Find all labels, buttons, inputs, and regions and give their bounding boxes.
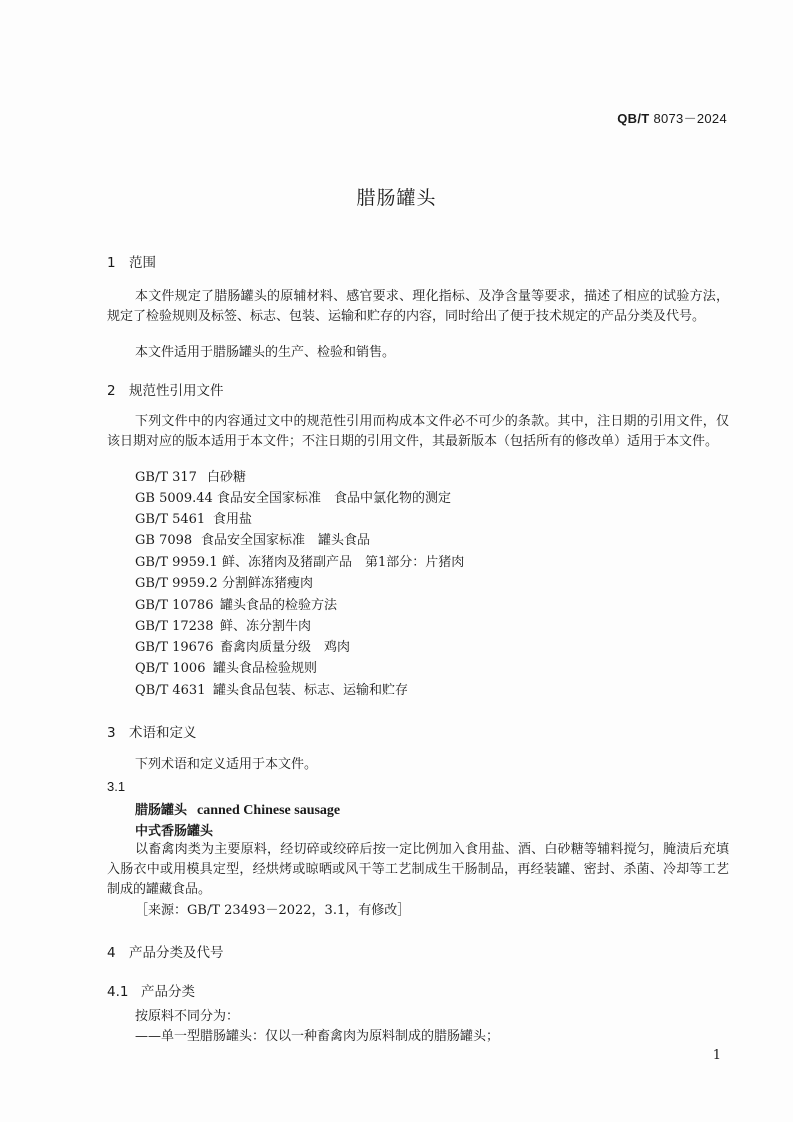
reference-code: GB 5009.44: [135, 491, 213, 506]
section-title: 产品分类及代号: [129, 945, 224, 961]
reference-title: 罐头食品包装、标志、运输和贮存: [213, 683, 409, 698]
section-3-heading: [107, 721, 197, 741]
term-number: 3.1: [107, 779, 126, 794]
reference-title: 罐头食品的检验方法: [220, 598, 338, 613]
reference-code: GB/T 317: [135, 470, 197, 485]
document-title: 腊肠罐头: [356, 187, 437, 209]
reference-item: [135, 574, 313, 594]
reference-title: 分割鲜冻猪瘦肉: [222, 576, 314, 591]
section-4-heading: [107, 941, 224, 961]
reference-title: 食品安全国家标准 罐头食品: [201, 533, 371, 548]
reference-code: GB/T 10786: [135, 598, 214, 613]
reference-item: [135, 596, 337, 616]
subsection-number: 4.1: [107, 984, 129, 1000]
classification-item: ——单一型腊肠罐头：仅以一种畜禽肉为原料制成的腊肠罐头；: [135, 1029, 500, 1044]
page-number: 1: [712, 1048, 721, 1063]
reference-item: [135, 659, 317, 679]
subsection-4-1-heading: [107, 980, 195, 1000]
reference-code: GB/T 17238: [135, 619, 214, 634]
reference-item: [135, 468, 246, 488]
term-english: canned Chinese sausage: [197, 803, 341, 818]
reference-title: 畜禽肉质量分级 鸡肉: [220, 640, 351, 655]
reference-code: GB/T 9959.2: [135, 576, 218, 591]
section-2-heading: [107, 379, 224, 399]
reference-title: 食品安全国家标准 食品中氯化物的测定: [217, 491, 452, 506]
reference-item: [135, 638, 350, 658]
reference-title: 食用盐: [213, 512, 253, 527]
reference-item: [135, 531, 370, 551]
reference-code: QB/T 1006: [135, 661, 206, 676]
reference-item: [135, 510, 252, 530]
section-number: 2: [107, 383, 116, 399]
reference-item: [135, 489, 451, 509]
subsection-title: 产品分类: [141, 984, 195, 1000]
term-alternative: 中式香肠罐头: [135, 824, 214, 839]
section-1-paragraph-2: 本文件适用于腊肠罐头的生产、检验和销售。: [135, 345, 396, 360]
classification-intro: 按原料不同分为：: [135, 1009, 240, 1024]
section-title: 范围: [129, 255, 156, 271]
term-definition: 以畜禽肉类为主要原料，经切碎或绞碎后按一定比例加入食用盐、酒、白砂糖等辅料搅匀，腌渍后充填入肠衣中或用模具定型，经烘烤或晾晒或风干等工艺制成生干肠制品，再经装罐、密封、杀菌、冷却等工艺制成的罐藏食品。: [107, 842, 729, 897]
term-source: ［来源：GB/T 23493－2022，3.1，有修改］: [135, 903, 411, 918]
section-title: 规范性引用文件: [129, 383, 224, 399]
reference-title: 鲜、冻猪肉及猪副产品 第1部分：片猪肉: [222, 555, 465, 570]
section-title: 术语和定义: [129, 725, 197, 741]
section-number: 4: [107, 945, 116, 961]
section-1-paragraph-1: 本文件规定了腊肠罐头的原辅材料、感官要求、理化指标、及净含量等要求，描述了相应的试验方法，规定了检验规则及标签、标志、包装、运输和贮存的内容，同时给出了便于技术规定的产品分类及代号。: [107, 289, 729, 324]
section-number: 3: [107, 725, 116, 741]
section-number: 1: [107, 255, 116, 271]
reference-item: [135, 553, 464, 573]
term-entry: [135, 799, 340, 819]
reference-code: GB/T 19676: [135, 640, 214, 655]
reference-code: QB/T 4631: [135, 683, 206, 698]
reference-item: [135, 681, 408, 701]
standard-code-prefix: QB/T: [617, 111, 650, 126]
reference-code: GB 7098: [135, 533, 193, 548]
reference-item: [135, 617, 311, 637]
section-2-paragraph-1: 下列文件中的内容通过文中的规范性引用而构成本文件必不可少的条款。其中，注日期的引用文件，仅该日期对应的版本适用于本文件；不注日期的引用文件，其最新版本（包括所有的修改单）适用于本文件。: [107, 414, 729, 449]
reference-code: GB/T 9959.1: [135, 555, 218, 570]
section-1-heading: [107, 251, 156, 271]
standard-code: [617, 108, 727, 127]
reference-title: 罐头食品检验规则: [213, 661, 318, 676]
standard-code-number: 8073－2024: [653, 111, 727, 126]
reference-title: 白砂糖: [207, 470, 247, 485]
reference-code: GB/T 5461: [135, 512, 206, 527]
section-3-paragraph-1: 下列术语和定义适用于本文件。: [135, 757, 318, 772]
term-chinese: 腊肠罐头: [135, 803, 188, 818]
reference-title: 鲜、冻分割牛肉: [220, 619, 312, 634]
